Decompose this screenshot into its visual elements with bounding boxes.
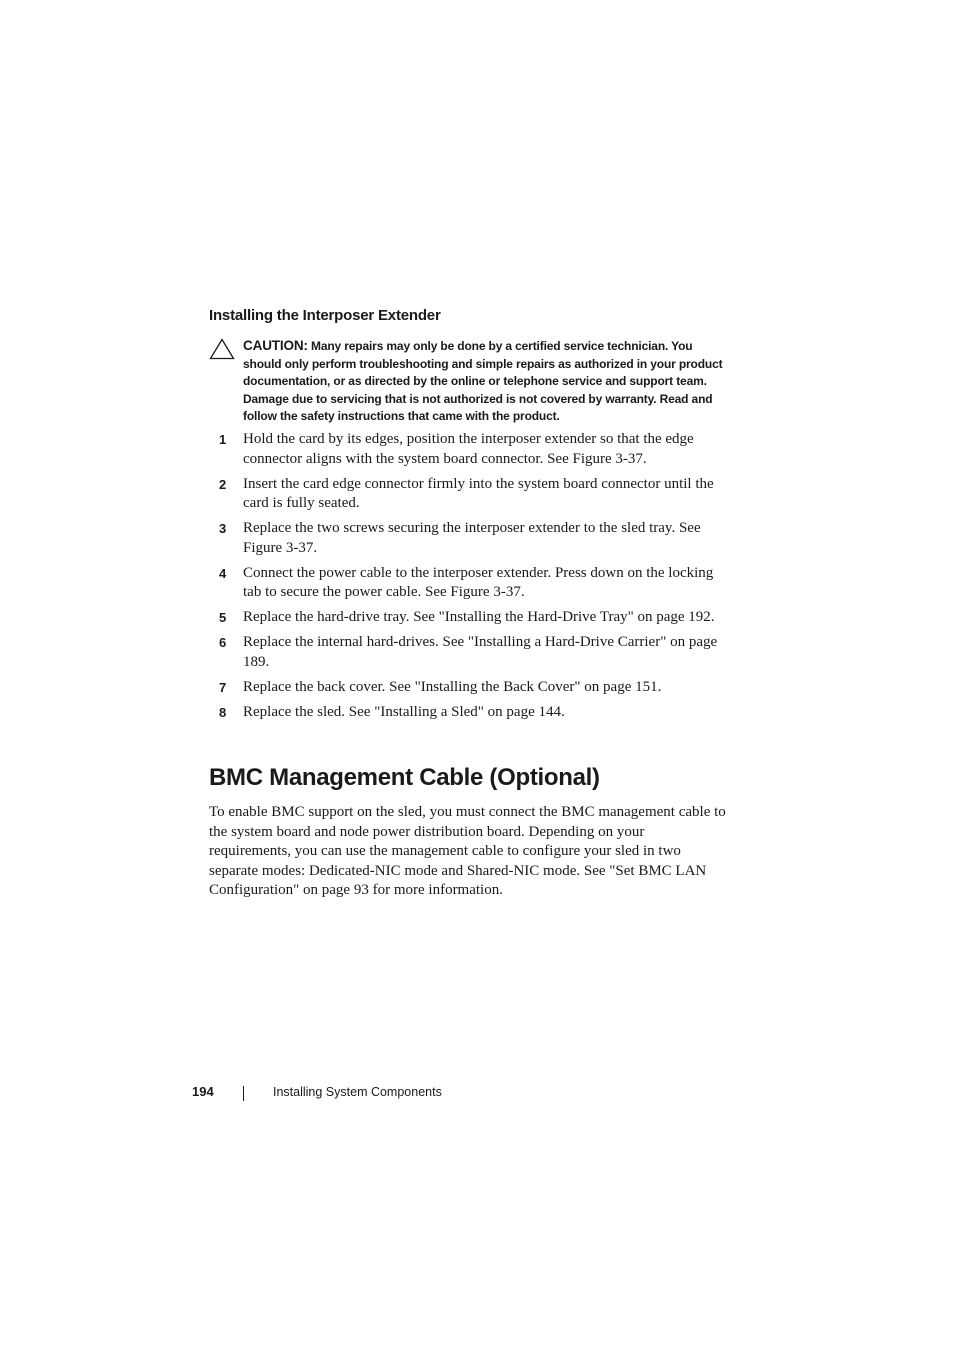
step-number: 8 (219, 704, 227, 720)
step-item (209, 430, 729, 469)
step-item (209, 703, 729, 723)
step-text: Replace the internal hard-drives. See "Installing a Hard-Drive Carrier" on page 189. (243, 634, 718, 670)
caution-text (243, 337, 729, 426)
caution-triangle-icon (209, 338, 235, 360)
step-text: Connect the power cable to the interposer extender. Press down on the locking tab to secure the power cable. See Figure 3-37. (243, 564, 714, 600)
step-item (209, 678, 729, 698)
step-number: 6 (219, 635, 227, 650)
procedure-steps (209, 430, 729, 728)
caution-body: Many repairs may only be done by a certified service technician. You should only perform troubleshooting and simple repairs as authorized in your product documentation, or as directed by the online or telephone service and support team. Damage due to servicing that is not authorized is not covered by warranty. Read and follow the safety instructions that came with the product. (243, 339, 723, 424)
step-item (209, 475, 729, 514)
caution-label: CAUTION: (243, 338, 308, 353)
step-text: Replace the hard-drive tray. See "Installing the Hard-Drive Tray" on page 192. (243, 609, 715, 625)
step-number: 3 (219, 521, 227, 536)
step-item (209, 519, 729, 558)
step-text: Insert the card edge connector firmly into the system board connector until the card is fully seated. (243, 475, 714, 511)
step-item (209, 564, 729, 603)
section-body: To enable BMC support on the sled, you must connect the BMC management cable to the system board and node power distribution board. Depending on your requirements, you can use the management cable to configure your sled in two separate modes: Dedicated-NIC mode and Shared-NIC mode. See "Set BMC LAN Configuration" on page 93 for more information. (209, 804, 726, 898)
subsection-heading: Installing the Interposer Extender (209, 307, 441, 324)
footer-divider (243, 1086, 244, 1101)
section-heading: BMC Management Cable (Optional) (209, 764, 600, 791)
step-number: 7 (219, 679, 227, 695)
step-number: 2 (219, 476, 227, 492)
step-item (209, 608, 729, 628)
step-number: 1 (219, 432, 227, 447)
step-item (209, 633, 729, 672)
step-text: Replace the two screws securing the interposer extender to the sled tray. See Figure 3-37. (243, 520, 701, 556)
page-number: 194 (192, 1084, 214, 1099)
caution-notice (209, 337, 729, 426)
step-number: 4 (219, 565, 227, 581)
footer-chapter-title: Installing System Components (273, 1085, 442, 1099)
step-text: Hold the card by its edges, position the interposer extender so that the edge connector aligns with the system board connector. See Figure 3-37. (243, 431, 694, 467)
step-number: 5 (219, 610, 227, 625)
step-text: Replace the sled. See "Installing a Sled" on page 144. (243, 703, 565, 720)
step-text: Replace the back cover. See "Installing the Back Cover" on page 151. (243, 678, 662, 695)
